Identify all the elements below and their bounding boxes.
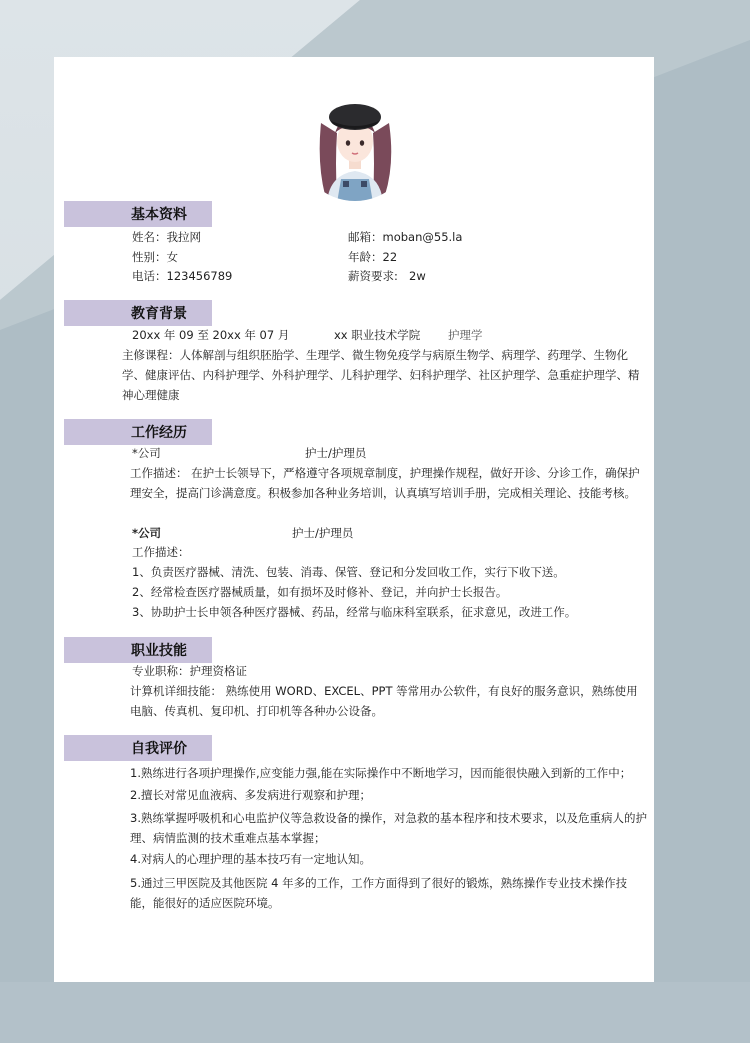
- section-header: [64, 201, 212, 227]
- job1-company: *公司: [132, 446, 161, 460]
- email-field: 邮箱：moban@55.la: [348, 230, 463, 244]
- section-header: [64, 735, 212, 761]
- section-skills: [64, 637, 212, 663]
- education-courses: 主修课程：人体解剖与组织胚胎学、生理学、微生物免疫学与病原生物学、病理学、药理学、生物化学、健康评估、内科护理学、外科护理学、儿科护理学、妇科护理学、社区护理学、急重症护理学、精神心理健康: [122, 348, 640, 402]
- job2-item: 2、经常检查医疗器械质量，如有损坏及时修补、登记，并向护士长报告。: [132, 585, 508, 599]
- section-header: [64, 637, 212, 663]
- skills-computer: 计算机详细技能： 熟练使用 WORD、EXCEL、PPT 等常用办公软件，有良好的服务意识，熟练使用电脑、传真机、复印机、打印机等各种办公设备。: [130, 684, 638, 718]
- job1-position: 护士/护理员: [305, 446, 367, 460]
- section-title: 职业技能: [131, 643, 187, 659]
- resume-paper: [54, 57, 654, 982]
- education-period: 20xx 年 09 至 20xx 年 07 月: [132, 328, 290, 342]
- gender-field: 性别：女: [132, 250, 178, 264]
- salary-value: 2w: [409, 269, 426, 283]
- education-school: xx 职业技术学院: [334, 328, 421, 342]
- self-item: 1.熟练进行各项护理操作,应变能力强,能在实际操作中不断地学习，因而能很快融入到新的工作中；: [130, 766, 632, 780]
- age-field: 年龄：22: [348, 250, 398, 264]
- section-basic: [64, 201, 212, 227]
- section-title: 自我评价: [131, 741, 187, 757]
- job2-description-label: 工作描述：: [132, 545, 190, 559]
- salary-label: 薪资要求:: [348, 269, 398, 283]
- skills-cert: 专业职称：护理资格证: [132, 664, 247, 678]
- section-self: [64, 735, 212, 761]
- section-header: [64, 419, 212, 445]
- phone-field: 电话：123456789: [132, 269, 233, 283]
- section-work: [64, 419, 212, 445]
- self-item: 3.熟练掌握呼吸机和心电监护仪等急救设备的操作，对急救的基本程序和技术要求，以及危重病人的护理、病情监测的技术重难点基本掌握；: [130, 811, 647, 845]
- self-item: 5.通过三甲医院及其他医院 4 年多的工作，工作方面得到了很好的锻炼，熟练操作专业技术操作技能，能很好的适应医院环境。: [130, 876, 628, 910]
- avatar: [307, 83, 403, 203]
- job2-position: 护士/护理员: [292, 526, 354, 540]
- section-title: 基本资料: [131, 207, 187, 223]
- section-header: [64, 300, 212, 326]
- education-major: 护理学: [448, 328, 483, 342]
- job1-description: 工作描述： 在护士长领导下，严格遵守各项规章制度，护理操作规程，做好开诊、分诊工作，确保护理安全，提高门诊满意度。积极参加各种业务培训，认真填写培训手册，完成相关理论、技能考核。: [130, 466, 640, 500]
- job2-company: *公司: [132, 526, 162, 540]
- self-item: 2.擅长对常见血液病、多发病进行观察和护理；: [130, 788, 371, 802]
- self-item: 4.对病人的心理护理的基本技巧有一定地认知。: [130, 852, 371, 866]
- job2-item: 1、负责医疗器械、清洗、包装、消毒、保管、登记和分发回收工作，实行下收下送。: [132, 565, 565, 579]
- section-title: 教育背景: [131, 306, 187, 322]
- bottom-band: [0, 982, 750, 1043]
- job2-item: 3、协助护士长申领各种医疗器械、药品，经常与临床科室联系，征求意见，改进工作。: [132, 605, 577, 619]
- name-field: 姓名：我拉网: [132, 230, 201, 244]
- section-education: [64, 300, 212, 326]
- section-title: 工作经历: [131, 425, 187, 441]
